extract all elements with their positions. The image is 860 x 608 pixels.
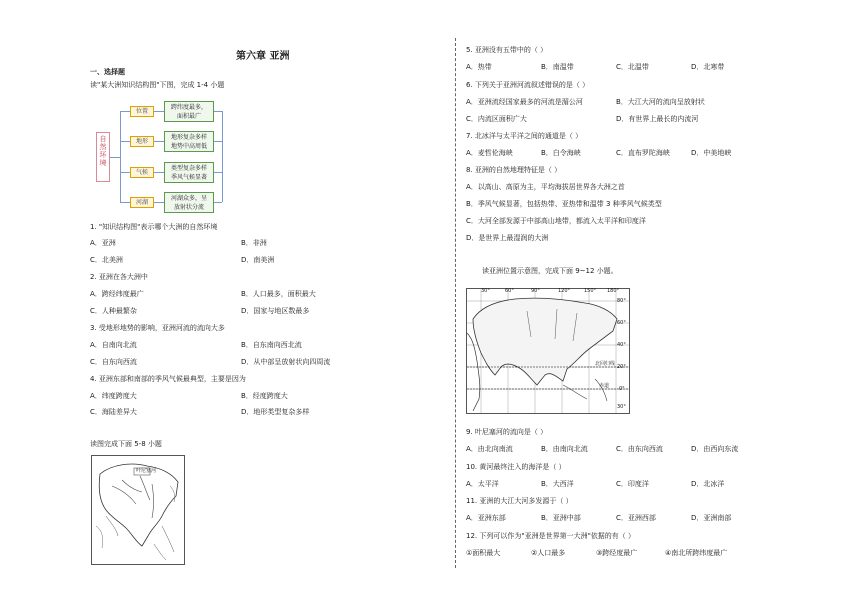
map-tick-right: 20°	[617, 364, 626, 370]
map-equator-label: 赤道	[599, 383, 610, 389]
mindmap-connector	[154, 202, 164, 203]
map-tick-top: 180°	[607, 288, 620, 294]
q2-option-d[interactable]: D．国家与地区数最多	[241, 307, 310, 315]
mindmap-desc-line: 类型复杂多样	[170, 165, 207, 172]
question-11: 11. 亚洲的大江大河多发源于（ ）	[466, 497, 573, 505]
q9-option-a[interactable]: A．由北向南流	[466, 445, 513, 453]
q6-option-b[interactable]: B．大江大河的流向呈放射状	[616, 98, 705, 106]
mindmap-category-terrain: 地形	[130, 136, 154, 147]
map-tick-top: 120°	[558, 288, 571, 294]
map-tick-bottom: 30°	[617, 404, 626, 410]
q11-option-d[interactable]: D．亚洲南部	[691, 514, 732, 522]
q1-option-c[interactable]: C．北美洲	[90, 256, 123, 264]
q8-option-a[interactable]: A．以高山、高原为主，平均海拔居世界各大洲之首	[466, 183, 625, 191]
mindmap-desc-climate	[164, 162, 214, 183]
mindmap-connector	[222, 111, 223, 202]
mindmap-connector	[120, 172, 130, 173]
mindmap-root-label: 自然环境	[99, 135, 107, 167]
question-1: 1. "知识结构图"表示哪个大洲的自然环境	[90, 223, 218, 231]
map-tick-top: 30°	[481, 288, 490, 294]
q6-option-c[interactable]: C．内流区面积广大	[466, 115, 527, 123]
mindmap-connector	[120, 141, 130, 142]
mindmap-desc-line: 河湖众多，呈	[170, 195, 207, 202]
mindmap-connector	[214, 141, 222, 142]
question-3: 3. 受地形地势的影响，亚洲河流的流向大多	[90, 324, 225, 332]
q10-option-d[interactable]: D．北冰洋	[691, 480, 725, 488]
question-8: 8. 亚洲的自然地理特征是（ ）	[466, 166, 562, 174]
intro-text-1: 读"某大洲知识结构图"下图，完成 1-4 小题	[90, 81, 225, 89]
mindmap-desc-line: 地形复杂多样	[170, 134, 207, 141]
question-7: 7. 北冰洋与太平洋之间的通道是（ ）	[466, 132, 583, 140]
mindmap-desc-line: 跨纬度最多，	[170, 104, 207, 111]
q3-option-b[interactable]: B．自东南向西北流	[241, 341, 302, 349]
q7-option-c[interactable]: C．直布罗陀海峡	[616, 149, 670, 157]
mindmap-connector	[120, 111, 130, 112]
map-tropic-label: 北回归线	[595, 361, 616, 367]
asia-map-figure	[91, 455, 185, 565]
q2-option-a[interactable]: A．跨经纬度最广	[90, 290, 144, 298]
asia-position-map-svg	[467, 289, 629, 413]
q10-option-c[interactable]: C．印度洋	[616, 480, 649, 488]
intro-text-2: 读图完成下面 5-8 小题	[90, 440, 162, 448]
q4-option-c[interactable]: C．海陆差异大	[90, 408, 137, 416]
q7-option-a[interactable]: A．麦哲伦海峡	[466, 149, 513, 157]
question-12: 12. 下列可以作为"亚洲是世界第一大洲"依据的有（ ）	[466, 532, 636, 540]
mindmap-desc-line: 面积最广	[176, 113, 201, 120]
mindmap-connector	[214, 111, 222, 112]
q8-option-d[interactable]: D．是世界上最湿润的大洲	[466, 234, 549, 242]
q4-option-b[interactable]: B．经度跨度大	[241, 392, 288, 400]
q3-option-a[interactable]: A．自南向北流	[90, 341, 137, 349]
map-tick-top: 60°	[505, 288, 514, 294]
mindmap-desc-position	[164, 101, 214, 122]
map-tick-right: 80°	[617, 298, 626, 304]
q8-option-c[interactable]: C．大河全部发源于中部高山地带，都流入太平洋和印度洋	[466, 217, 646, 225]
column-divider	[455, 38, 456, 568]
mindmap-desc-line: 季风气候显著	[170, 174, 207, 181]
mindmap-category-rivers: 河湖	[130, 197, 154, 208]
q3-option-d[interactable]: D．从中部呈放射状向四周流	[241, 358, 331, 366]
map-tick-top: 90°	[531, 288, 540, 294]
map-tick-right: 40°	[617, 342, 626, 348]
q10-option-a[interactable]: A．太平洋	[466, 480, 499, 488]
q7-option-b[interactable]: B．白令海峡	[541, 149, 581, 157]
q11-option-c[interactable]: C．亚洲西部	[616, 514, 656, 522]
q10-option-b[interactable]: B．大西洋	[541, 480, 574, 488]
q2-option-b[interactable]: B．人口最多，面积最大	[241, 290, 316, 298]
mindmap-connector	[154, 111, 164, 112]
q9-option-d[interactable]: D．由西向东流	[691, 445, 739, 453]
q9-option-b[interactable]: B．由南向北流	[541, 445, 588, 453]
q12-option-1[interactable]: ①面积最大	[466, 549, 501, 557]
q5-option-d[interactable]: D．北寒带	[691, 63, 725, 71]
q11-option-a[interactable]: A．亚洲东部	[466, 514, 506, 522]
mindmap-connector	[110, 157, 120, 158]
q4-option-d[interactable]: D．地形类型复杂多样	[241, 408, 310, 416]
q1-option-a[interactable]: A．亚洲	[90, 239, 116, 247]
mindmap-connector	[154, 172, 164, 173]
map-tick-top: 150°	[584, 288, 597, 294]
mindmap-connector	[214, 172, 222, 173]
q11-option-b[interactable]: B．亚洲中部	[541, 514, 581, 522]
mindmap-category-position: 位置	[130, 106, 154, 117]
mindmap-connector	[154, 141, 164, 142]
question-2: 2. 亚洲在各大洲中	[90, 273, 148, 281]
question-4: 4. 亚洲东部和南部的季风气候最典型，主要是因为	[90, 375, 246, 383]
mindmap-root	[96, 132, 110, 182]
q4-option-a[interactable]: A．纬度跨度大	[90, 392, 137, 400]
q5-option-c[interactable]: C．北温带	[616, 63, 649, 71]
q12-option-4[interactable]: ④南北所跨纬度最广	[665, 549, 728, 557]
mindmap-desc-terrain	[164, 131, 214, 152]
map-river-label: 叶尼塞河	[136, 468, 157, 474]
question-9: 9. 叶尼塞河的流向是（ ）	[466, 428, 548, 436]
section-heading: 一、选择题	[90, 68, 125, 76]
mindmap-desc-line: 放射状分流	[173, 204, 204, 211]
q6-option-a[interactable]: A．亚洲流经国家最多的河流是湄公河	[466, 98, 583, 106]
map-tick-right: 0°	[619, 386, 625, 392]
q2-option-c[interactable]: C．人种最繁杂	[90, 307, 137, 315]
chapter-title: 第六章 亚洲	[236, 51, 290, 62]
mindmap-connector	[120, 111, 121, 203]
q5-option-b[interactable]: B．南温带	[541, 63, 574, 71]
intro-text-3: 读亚洲位置示意图，完成下面 9~12 小题。	[482, 267, 618, 275]
mindmap-connector	[214, 202, 222, 203]
q7-option-d[interactable]: D．中美地峡	[691, 149, 732, 157]
question-5: 5. 亚洲没有五带中的（ ）	[466, 46, 548, 54]
mindmap-connector	[120, 202, 130, 203]
mindmap-desc-rivers	[164, 192, 214, 213]
q1-option-d[interactable]: D．南美洲	[241, 256, 275, 264]
mindmap-category-climate: 气候	[130, 167, 154, 178]
q1-option-b[interactable]: B．非洲	[241, 239, 267, 247]
q8-option-b[interactable]: B．季风气候显著，包括热带、亚热带和温带 3 种季风气候类型	[466, 200, 662, 208]
q12-option-3[interactable]: ③跨经度最广	[596, 549, 638, 557]
asia-position-map	[466, 288, 630, 414]
mindmap-desc-line: 地势中高周低	[170, 143, 207, 150]
question-10: 10. 黄河最终注入的海洋是（ ）	[466, 463, 566, 471]
question-6: 6. 下列关于亚洲河流叙述错误的是（ ）	[466, 81, 590, 89]
q6-option-d[interactable]: D．有世界上最长的内流河	[616, 115, 699, 123]
q5-option-a[interactable]: A．热带	[466, 63, 492, 71]
map-tick-right: 60°	[617, 320, 626, 326]
q3-option-c[interactable]: C．自东向西流	[90, 358, 137, 366]
q9-option-c[interactable]: C．由东向西流	[616, 445, 663, 453]
q12-option-2[interactable]: ②人口最多	[531, 549, 566, 557]
